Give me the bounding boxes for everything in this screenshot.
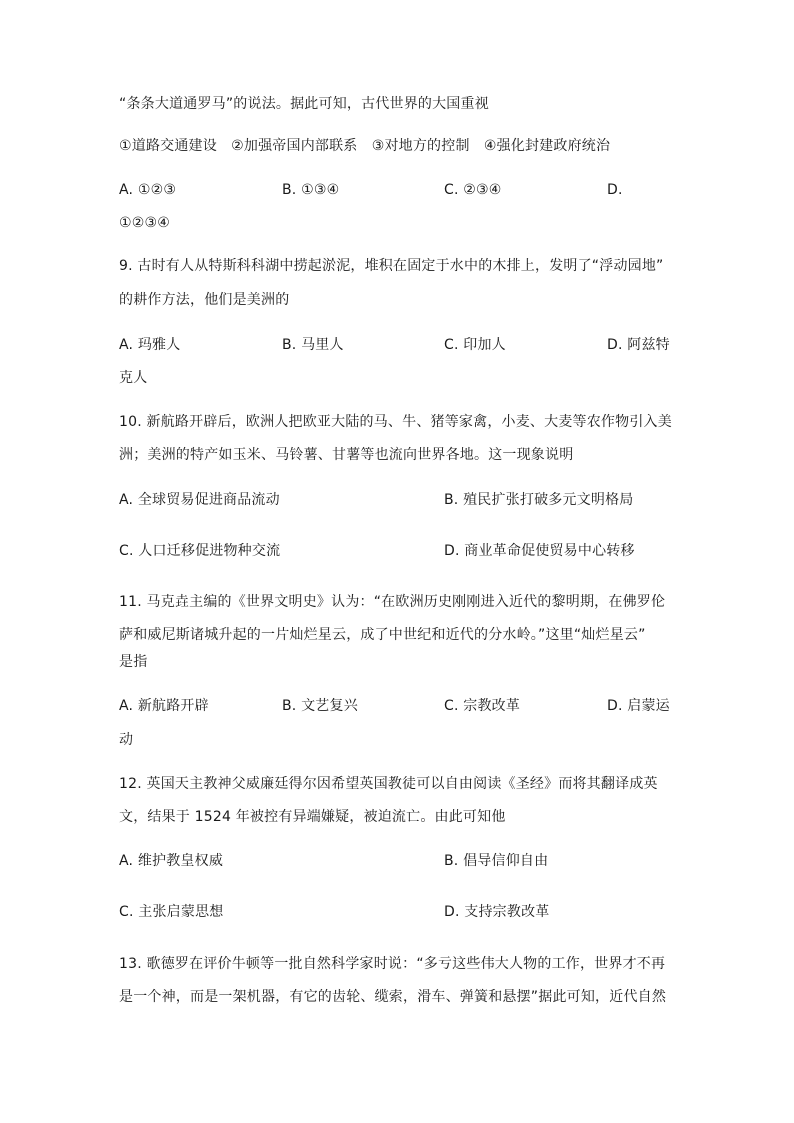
q10-option-c[interactable]: C. 人口迁移促进物种交流 [119,543,281,559]
q10-stem-line2: 洲；美洲的特产如玉米、马铃薯、甘薯等也流向世界各地。这一现象说明 [119,447,574,463]
q12-option-c[interactable]: C. 主张启蒙思想 [119,904,224,920]
q10-option-a[interactable]: A. 全球贸易促进商品流动 [119,492,280,508]
q8-stem: “条条大道通罗马”的说法。据此可知，古代世界的大国重视 [119,96,489,112]
q12-option-b[interactable]: B. 倡导信仰自由 [444,853,549,869]
q8-option-c[interactable]: C. ②③④ [444,182,502,198]
q9-stem-line1: 9. 古时有人从特斯科科湖中捞起淤泥，堆积在固定于水中的木排上，发明了“浮动园地” [119,258,664,274]
q9-option-a[interactable]: A. 玛雅人 [119,337,181,353]
q10-stem-line1: 10. 新航路开辟后，欧洲人把欧亚大陆的马、牛、猪等家禽，小麦、大麦等农作物引入美 [119,414,672,430]
q13-stem-line2: 是一个神，而是一架机器，有它的齿轮、缆索，滑车、弹簧和悬摆”据此可知，近代自然 [119,989,667,1005]
q12-option-a[interactable]: A. 维护教皇权威 [119,853,224,869]
q11-stem-line1: 11. 马克垚主编的《世界文明史》认为：“在欧洲历史刚刚进入近代的黎明期，在佛罗伦 [119,594,666,610]
q8-option-d[interactable]: D. [607,182,623,198]
q8-option-b[interactable]: B. ①③④ [282,182,340,198]
q10-option-d[interactable]: D. 商业革命促使贸易中心转移 [444,543,635,559]
q8-option-a[interactable]: A. ①②③ [119,182,177,198]
q9-option-b[interactable]: B. 马里人 [282,337,344,353]
q11-option-b[interactable]: B. 文艺复兴 [282,698,358,714]
q8-option-d-wrap[interactable]: ①②③④ [119,215,171,231]
q11-stem-line3: 是指 [119,654,148,670]
q11-option-d[interactable]: D. 启蒙运 [607,698,670,714]
q9-option-d[interactable]: D. 阿兹特 [607,337,670,353]
q9-option-d-wrap[interactable]: 克人 [119,370,148,386]
q11-stem-line2: 萨和威尼斯诸城升起的一片灿烂星云，成了中世纪和近代的分水岭。”这里“灿烂星云” [119,627,646,643]
q8-items: ①道路交通建设 ②加强帝国内部联系 ③对地方的控制 ④强化封建政府统治 [119,138,611,154]
q12-option-d[interactable]: D. 支持宗教改革 [444,904,550,920]
q10-option-b[interactable]: B. 殖民扩张打破多元文明格局 [444,492,634,508]
q12-stem-line1: 12. 英国天主教神父威廉廷得尔因希望英国教徒可以自由阅读《圣经》而将其翻译成英 [119,776,658,792]
q9-option-c[interactable]: C. 印加人 [444,337,506,353]
q9-stem-line2: 的耕作方法，他们是美洲的 [119,292,290,308]
q11-option-d-wrap[interactable]: 动 [119,732,134,748]
q11-option-c[interactable]: C. 宗教改革 [444,698,521,714]
q11-option-a[interactable]: A. 新航路开辟 [119,698,209,714]
q13-stem-line1: 13. 歌德罗在评价牛顿等一批自然科学家时说：“多亏这些伟大人物的工作，世界才不再 [119,956,666,972]
q12-stem-line2: 文，结果于 1524 年被控有异端嫌疑，被迫流亡。由此可知他 [119,809,506,825]
